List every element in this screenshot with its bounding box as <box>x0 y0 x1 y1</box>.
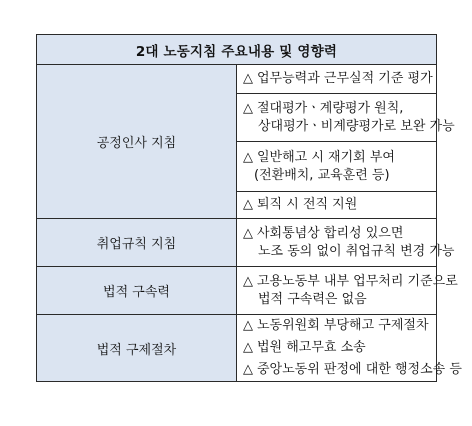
table-row <box>37 65 437 94</box>
triangle-bullet-icon: △ <box>243 71 253 86</box>
list-item: △ 사회통념상 합리성 있으면 노조 동의 없이 취업규칙 변경 가능 <box>237 219 437 267</box>
list-item: △ 업무능력과 근무실적 기준 평가 <box>237 65 437 94</box>
triangle-bullet-icon: △ <box>243 318 253 333</box>
title-row <box>37 35 437 65</box>
category-legal-binding: 법적 구속력 <box>37 267 237 315</box>
list-item: △ 고용노동부 내부 업무처리 기준으로 법적 구속력은 없음 <box>237 267 437 315</box>
guideline-table <box>36 34 462 382</box>
category-legal-remedy: 법적 구제절차 <box>37 315 237 382</box>
list-item: △ 절대평가ㆍ계량평가 원칙, 상대평가ㆍ비계량평가로 보완 가능 <box>237 94 437 142</box>
table-title: 2대 노동지침 주요내용 및 영향력 <box>37 35 437 65</box>
triangle-bullet-icon: △ <box>243 100 253 116</box>
table-row <box>37 219 437 267</box>
category-fair-hr: 공정인사 지침 <box>37 65 237 219</box>
category-employment-rules: 취업규칙 지침 <box>37 219 237 267</box>
list-item: △ 일반해고 시 재기회 부여 (전환배치, 교육훈련 등) <box>237 142 437 192</box>
triangle-bullet-icon: △ <box>243 340 253 355</box>
triangle-bullet-icon: △ <box>243 197 253 212</box>
table-row <box>37 267 437 315</box>
list-item: △ 법원 해고무효 소송 <box>237 337 437 359</box>
triangle-bullet-icon: △ <box>243 273 253 289</box>
triangle-bullet-icon: △ <box>243 149 253 165</box>
list-item: △ 중앙노동위 판정에 대한 행정소송 등 <box>237 359 437 382</box>
table-row <box>37 315 437 338</box>
list-item: △ 퇴직 시 전직 지원 <box>237 192 437 219</box>
triangle-bullet-icon: △ <box>243 362 253 377</box>
list-item: △ 노동위원회 부당해고 구제절차 <box>237 315 437 338</box>
triangle-bullet-icon: △ <box>243 225 253 241</box>
